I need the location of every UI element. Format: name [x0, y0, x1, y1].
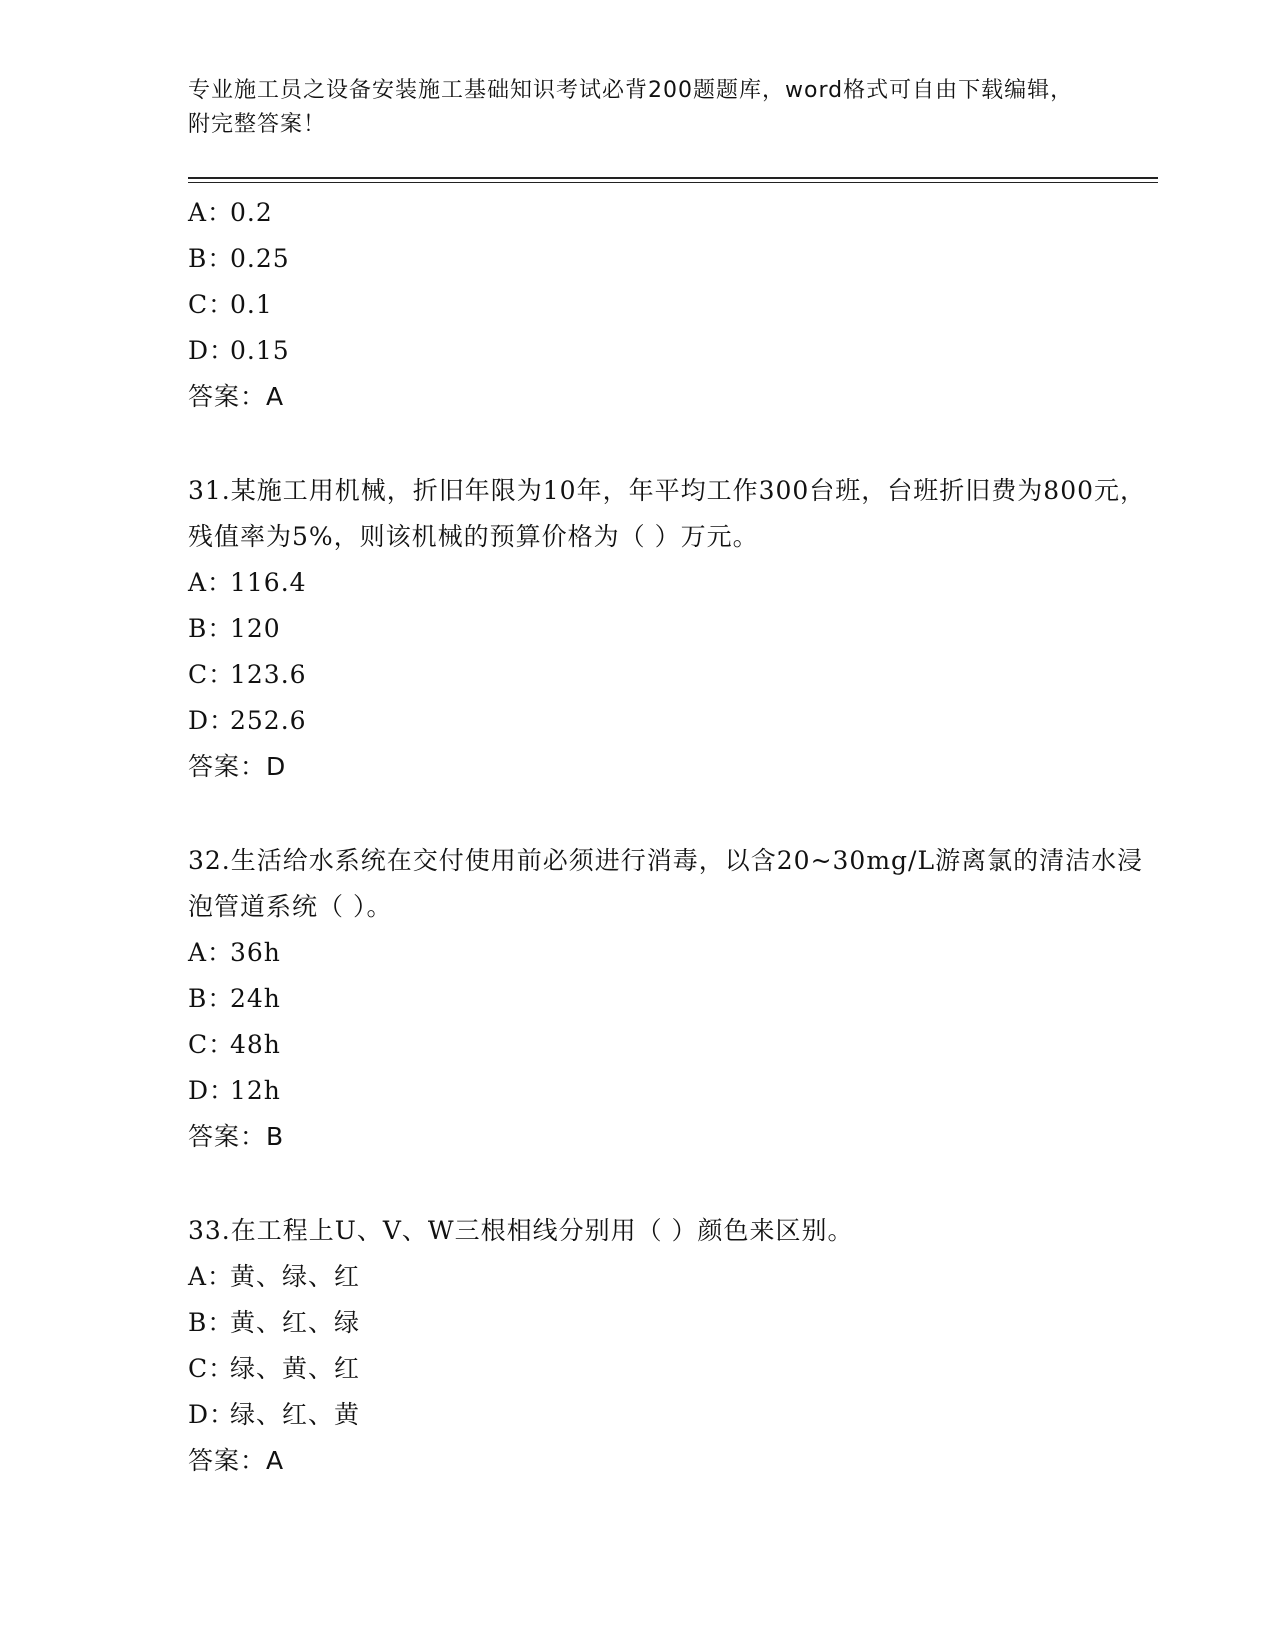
- question-block-32: [188, 838, 1158, 1160]
- option-letter: B：: [188, 244, 234, 273]
- option-letter: B：: [188, 614, 234, 643]
- question-block-31: [188, 468, 1158, 790]
- option-d: [188, 1068, 1158, 1114]
- option-text: 120: [230, 614, 281, 643]
- option-a: [188, 560, 1158, 606]
- option-text: 252.6: [230, 706, 307, 735]
- option-c: [188, 282, 1158, 328]
- header-rule-thick: [188, 177, 1158, 179]
- option-text: 116.4: [230, 568, 307, 597]
- option-a: [188, 930, 1158, 976]
- option-letter: D：: [188, 1076, 236, 1105]
- answer-line: 答案：A: [188, 1446, 285, 1475]
- option-d: [188, 698, 1158, 744]
- answer-line: 答案：A: [188, 382, 285, 411]
- option-c: [188, 652, 1158, 698]
- option-text: 12h: [230, 1076, 281, 1105]
- option-letter: C：: [188, 660, 235, 689]
- option-text: 123.6: [230, 660, 307, 689]
- answer-line: 答案：B: [188, 1122, 285, 1151]
- option-d: [188, 1392, 1158, 1438]
- option-letter: B：: [188, 1308, 234, 1337]
- option-d: [188, 328, 1158, 374]
- option-text: 0.2: [230, 198, 273, 227]
- option-letter: A：: [188, 198, 234, 227]
- question-text: 33.在工程上U、V、W三根相线分别用（ ）颜色来区别。: [188, 1216, 854, 1245]
- answer-line: 答案：D: [188, 752, 287, 781]
- question-block-prev: [188, 190, 1158, 420]
- option-letter: C：: [188, 1354, 235, 1383]
- option-text: 36h: [230, 938, 281, 967]
- option-letter: A：: [188, 938, 234, 967]
- option-letter: D：: [188, 1400, 236, 1429]
- option-c: [188, 1022, 1158, 1068]
- option-letter: D：: [188, 336, 236, 365]
- option-a: [188, 1254, 1158, 1300]
- option-text: 黄、红、绿: [230, 1308, 361, 1337]
- option-letter: D：: [188, 706, 236, 735]
- option-b: [188, 606, 1158, 652]
- option-letter: A：: [188, 568, 234, 597]
- option-c: [188, 1346, 1158, 1392]
- option-b: [188, 1300, 1158, 1346]
- option-text: 24h: [230, 984, 281, 1013]
- question-list: [188, 190, 1158, 1484]
- option-text: 0.15: [230, 336, 290, 365]
- question-text: 31.某施工用机械，折旧年限为10年，年平均工作300台班，台班折旧费为800元，残值率为5%，则该机械的预算价格为（ ）万元。: [188, 476, 1147, 551]
- option-letter: C：: [188, 1030, 235, 1059]
- option-letter: C：: [188, 290, 235, 319]
- option-text: 0.25: [230, 244, 290, 273]
- option-a: [188, 190, 1158, 236]
- question-block-33: [188, 1208, 1158, 1484]
- option-text: 0.1: [230, 290, 273, 319]
- option-text: 48h: [230, 1030, 281, 1059]
- option-text: 绿、黄、红: [230, 1354, 361, 1383]
- option-letter: B：: [188, 984, 234, 1013]
- option-b: [188, 236, 1158, 282]
- option-text: 绿、红、黄: [230, 1400, 361, 1429]
- option-letter: A：: [188, 1262, 234, 1291]
- option-text: 黄、绿、红: [230, 1262, 361, 1291]
- header-rule-thin: [188, 182, 1158, 183]
- option-b: [188, 976, 1158, 1022]
- question-text: 32.生活给水系统在交付使用前必须进行消毒，以含20~30mg/L游离氯的清洁水浸泡管道系统（ ）。: [188, 846, 1144, 921]
- document-header: 专业施工员之设备安装施工基础知识考试必背200题题库，word格式可自由下载编辑，附完整答案！: [188, 78, 1074, 137]
